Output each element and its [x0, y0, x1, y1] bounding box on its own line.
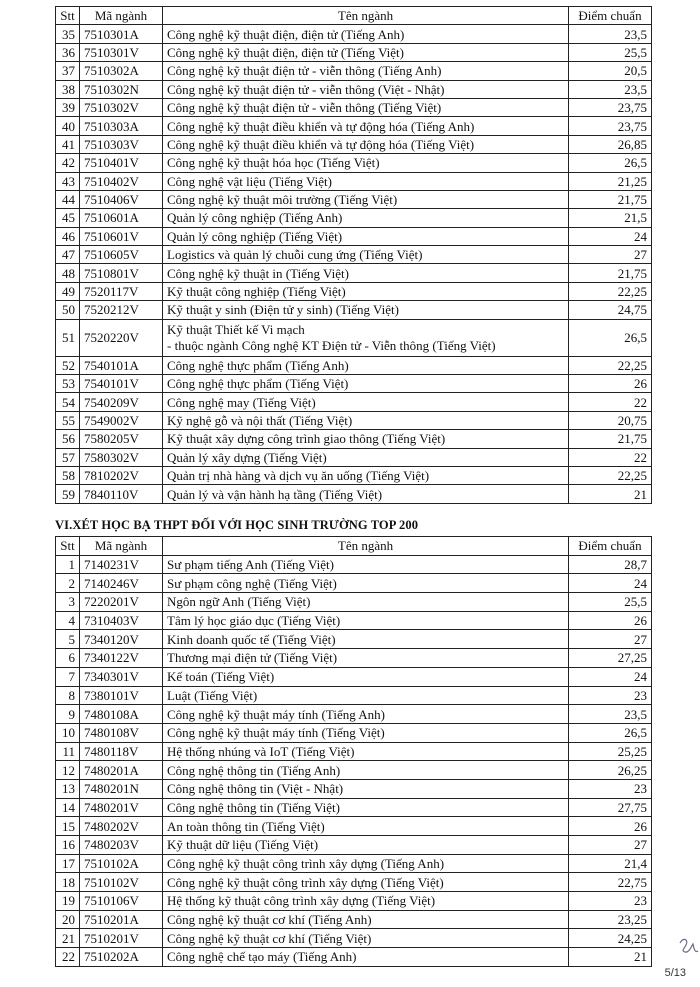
- row-score: 23,5: [569, 705, 652, 724]
- row-code: 7140246V: [80, 574, 163, 593]
- row-score: 26,25: [569, 761, 652, 780]
- row-name: Kỹ thuật dữ liệu (Tiếng Việt): [163, 836, 569, 855]
- row-name: Công nghệ thông tin (Tiếng Việt): [163, 798, 569, 817]
- row-score: 26: [569, 817, 652, 836]
- row-score: 21,75: [569, 190, 652, 208]
- row-score: 23: [569, 686, 652, 705]
- row-code: 7520212V: [80, 301, 163, 319]
- row-code: 7480118V: [80, 742, 163, 761]
- row-score: 23: [569, 779, 652, 798]
- row-stt: 3: [56, 593, 80, 612]
- table-row: [56, 319, 652, 356]
- row-score: 24,75: [569, 301, 652, 319]
- table-row: [56, 80, 652, 98]
- row-name: Công nghệ may (Tiếng Việt): [163, 393, 569, 411]
- row-score: 24: [569, 227, 652, 245]
- row-name: Logistics và quản lý chuỗi cung ứng (Tiếng Việt): [163, 246, 569, 264]
- row-code: 7510303A: [80, 117, 163, 135]
- table-row: [56, 356, 652, 374]
- row-stt: 17: [56, 854, 80, 873]
- page-number: 5/13: [664, 967, 686, 979]
- row-score: 21,4: [569, 854, 652, 873]
- table-row: [56, 466, 652, 484]
- row-stt: 19: [56, 892, 80, 911]
- row-code: 7510106V: [80, 892, 163, 911]
- row-code: 7540101A: [80, 356, 163, 374]
- header-score: Điểm chuẩn: [569, 7, 652, 25]
- table-row: [56, 264, 652, 282]
- row-name: Công nghệ kỹ thuật công trình xây dựng (Tiếng Anh): [163, 854, 569, 873]
- row-name: Công nghệ kỹ thuật điện tử - viễn thông (Tiếng Việt): [163, 98, 569, 116]
- row-score: 22,25: [569, 466, 652, 484]
- row-stt: 58: [56, 466, 80, 484]
- row-code: 7510601A: [80, 209, 163, 227]
- table-row: [56, 227, 652, 245]
- row-name: Công nghệ kỹ thuật điện tử - viễn thông (Tiếng Anh): [163, 62, 569, 80]
- admission-table-top: [55, 6, 652, 504]
- row-code: 7480201V: [80, 798, 163, 817]
- row-name: Kinh doanh quốc tế (Tiếng Việt): [163, 630, 569, 649]
- row-stt: 39: [56, 98, 80, 116]
- row-score: 21,75: [569, 430, 652, 448]
- table-row: [56, 686, 652, 705]
- row-code: 7510202A: [80, 948, 163, 967]
- row-code: 7520220V: [80, 319, 163, 356]
- row-name: Công nghệ kỹ thuật điện, điện tử (Tiếng Việt): [163, 43, 569, 61]
- table-row: [56, 117, 652, 135]
- row-score: 27: [569, 246, 652, 264]
- row-code: 7510401V: [80, 154, 163, 172]
- table-row: [56, 411, 652, 429]
- row-name: An toàn thông tin (Tiếng Việt): [163, 817, 569, 836]
- table-row: [56, 873, 652, 892]
- row-name: Quản lý và vận hành hạ tầng (Tiếng Việt): [163, 485, 569, 503]
- row-code: 7480201A: [80, 761, 163, 780]
- row-name: Công nghệ kỹ thuật điện, điện tử (Tiếng Anh): [163, 25, 569, 43]
- row-name-line2: - thuộc ngành Công nghệ KT Điện tử - Viễn thông (Tiếng Việt): [167, 338, 496, 354]
- row-name: Hệ thống nhúng và IoT (Tiếng Việt): [163, 742, 569, 761]
- row-stt: 56: [56, 430, 80, 448]
- row-code: 7510601V: [80, 227, 163, 245]
- row-stt: 21: [56, 929, 80, 948]
- row-score: 21,5: [569, 209, 652, 227]
- row-score: 21: [569, 948, 652, 967]
- row-name: Hệ thống kỹ thuật công trình xây dựng (Tiếng Việt): [163, 892, 569, 911]
- table-row: [56, 246, 652, 264]
- table-row: [56, 135, 652, 153]
- row-name: Quản lý công nghiệp (Tiếng Anh): [163, 209, 569, 227]
- row-score: 20,5: [569, 62, 652, 80]
- row-score: 21,75: [569, 264, 652, 282]
- row-score: 23,5: [569, 80, 652, 98]
- row-stt: 47: [56, 246, 80, 264]
- row-code: 7540209V: [80, 393, 163, 411]
- handwritten-initials: [677, 935, 699, 959]
- table-row: [56, 301, 652, 319]
- row-code: 7480108A: [80, 705, 163, 724]
- row-code: 7510302N: [80, 80, 163, 98]
- row-code: 7340301V: [80, 667, 163, 686]
- row-code: 7520117V: [80, 282, 163, 300]
- table-row: [56, 892, 652, 911]
- row-code: 7510801V: [80, 264, 163, 282]
- header-code: Mã ngành: [80, 7, 163, 25]
- row-score: 26,5: [569, 723, 652, 742]
- row-score: 23,75: [569, 117, 652, 135]
- table-row: [56, 375, 652, 393]
- row-code: 7480201N: [80, 779, 163, 798]
- table-row: [56, 723, 652, 742]
- row-score: 25,25: [569, 742, 652, 761]
- header-score: Điểm chuẩn: [569, 537, 652, 556]
- row-stt: 8: [56, 686, 80, 705]
- row-code: 7480202V: [80, 817, 163, 836]
- header-name: Tên ngành: [163, 537, 569, 556]
- row-name: Công nghệ kỹ thuật cơ khí (Tiếng Anh): [163, 910, 569, 929]
- table-row: [56, 929, 652, 948]
- row-name: Công nghệ chế tạo máy (Tiếng Anh): [163, 948, 569, 967]
- row-name: Công nghệ thực phẩm (Tiếng Anh): [163, 356, 569, 374]
- row-code: 7510201A: [80, 910, 163, 929]
- table-row: [56, 779, 652, 798]
- table-row: [56, 742, 652, 761]
- table-row: [56, 667, 652, 686]
- table-row: [56, 836, 652, 855]
- row-stt: 42: [56, 154, 80, 172]
- table-row: [56, 190, 652, 208]
- row-code: 7510406V: [80, 190, 163, 208]
- header-stt: Stt: [56, 537, 80, 556]
- row-stt: 20: [56, 910, 80, 929]
- row-score: 23: [569, 892, 652, 911]
- row-stt: 16: [56, 836, 80, 855]
- table-row: [56, 910, 652, 929]
- row-score: 22,25: [569, 356, 652, 374]
- row-code: 7480108V: [80, 723, 163, 742]
- row-name: Công nghệ kỹ thuật công trình xây dựng (Tiếng Việt): [163, 873, 569, 892]
- row-name: Kỹ thuật y sinh (Điện tử y sinh) (Tiếng Việt): [163, 301, 569, 319]
- row-score: 25,5: [569, 43, 652, 61]
- table-row: [56, 948, 652, 967]
- row-name: Kỹ thuật công nghiệp (Tiếng Việt): [163, 282, 569, 300]
- row-score: 23,75: [569, 98, 652, 116]
- row-code: 7510302V: [80, 98, 163, 116]
- row-code: 7510301V: [80, 43, 163, 61]
- row-name: Thương mại điện tử (Tiếng Việt): [163, 649, 569, 668]
- row-stt: 1: [56, 555, 80, 574]
- row-stt: 35: [56, 25, 80, 43]
- row-stt: 10: [56, 723, 80, 742]
- row-score: 26: [569, 611, 652, 630]
- table-row: [56, 98, 652, 116]
- row-code: 7340122V: [80, 649, 163, 668]
- row-stt: 9: [56, 705, 80, 724]
- row-name: [163, 319, 569, 356]
- row-name: Quản trị nhà hàng và dịch vụ ăn uống (Tiếng Việt): [163, 466, 569, 484]
- table-row: [56, 630, 652, 649]
- row-stt: 38: [56, 80, 80, 98]
- table-row: [56, 209, 652, 227]
- row-stt: 7: [56, 667, 80, 686]
- row-code: 7310403V: [80, 611, 163, 630]
- table-row: [56, 62, 652, 80]
- row-name: Công nghệ kỹ thuật điều khiển và tự động hóa (Tiếng Anh): [163, 117, 569, 135]
- row-stt: 5: [56, 630, 80, 649]
- row-stt: 4: [56, 611, 80, 630]
- row-stt: 46: [56, 227, 80, 245]
- row-code: 7220201V: [80, 593, 163, 612]
- row-code: 7510402V: [80, 172, 163, 190]
- row-stt: 13: [56, 779, 80, 798]
- header-code: Mã ngành: [80, 537, 163, 556]
- row-code: 7140231V: [80, 555, 163, 574]
- row-score: 22,75: [569, 873, 652, 892]
- row-score: 24: [569, 667, 652, 686]
- row-code: 7810202V: [80, 466, 163, 484]
- row-name: Công nghệ vật liệu (Tiếng Việt): [163, 172, 569, 190]
- row-stt: 22: [56, 948, 80, 967]
- row-code: 7510201V: [80, 929, 163, 948]
- table-row: [56, 649, 652, 668]
- row-score: 21,25: [569, 172, 652, 190]
- row-stt: 59: [56, 485, 80, 503]
- row-stt: 14: [56, 798, 80, 817]
- row-code: 7510605V: [80, 246, 163, 264]
- row-name-line1: Kỹ thuật Thiết kế Vi mạch: [167, 322, 305, 338]
- row-stt: 57: [56, 448, 80, 466]
- row-score: 28,7: [569, 555, 652, 574]
- row-stt: 18: [56, 873, 80, 892]
- row-stt: 51: [56, 319, 80, 356]
- row-score: 23,25: [569, 910, 652, 929]
- table-header-row: [56, 537, 652, 556]
- row-code: 7580302V: [80, 448, 163, 466]
- row-stt: 40: [56, 117, 80, 135]
- header-name: Tên ngành: [163, 7, 569, 25]
- row-code: 7540101V: [80, 375, 163, 393]
- row-stt: 41: [56, 135, 80, 153]
- row-stt: 6: [56, 649, 80, 668]
- row-name: Công nghệ kỹ thuật máy tính (Tiếng Anh): [163, 705, 569, 724]
- row-score: 23,5: [569, 25, 652, 43]
- table-row: [56, 761, 652, 780]
- row-stt: 36: [56, 43, 80, 61]
- row-stt: 12: [56, 761, 80, 780]
- row-name: Công nghệ thông tin (Tiếng Anh): [163, 761, 569, 780]
- table-row: [56, 574, 652, 593]
- row-name: Kế toán (Tiếng Việt): [163, 667, 569, 686]
- table-row: [56, 448, 652, 466]
- table-row: [56, 705, 652, 724]
- section-title: VI.XÉT HỌC BẠ THPT ĐỐI VỚI HỌC SINH TRƯỜNG TOP 200: [55, 518, 419, 532]
- table-row: [56, 25, 652, 43]
- row-stt: 11: [56, 742, 80, 761]
- row-code: 7510303V: [80, 135, 163, 153]
- row-name: Công nghệ kỹ thuật cơ khí (Tiếng Việt): [163, 929, 569, 948]
- row-name: Kỹ thuật xây dựng công trình giao thông (Tiếng Việt): [163, 430, 569, 448]
- table-row: [56, 393, 652, 411]
- table-row: [56, 798, 652, 817]
- row-code: 7840110V: [80, 485, 163, 503]
- row-score: 27,25: [569, 649, 652, 668]
- row-name: Kỹ nghệ gỗ và nội thất (Tiếng Việt): [163, 411, 569, 429]
- row-name: Công nghệ kỹ thuật máy tính (Tiếng Việt): [163, 723, 569, 742]
- row-stt: 55: [56, 411, 80, 429]
- row-score: 27,75: [569, 798, 652, 817]
- row-name: Công nghệ kỹ thuật hóa học (Tiếng Việt): [163, 154, 569, 172]
- row-stt: 37: [56, 62, 80, 80]
- row-stt: 2: [56, 574, 80, 593]
- row-name: Công nghệ thông tin (Việt - Nhật): [163, 779, 569, 798]
- row-score: 22: [569, 393, 652, 411]
- row-stt: 52: [56, 356, 80, 374]
- row-score: 27: [569, 630, 652, 649]
- row-name: Công nghệ kỹ thuật điện tử - viễn thông (Việt - Nhật): [163, 80, 569, 98]
- row-score: 24: [569, 574, 652, 593]
- row-name: Công nghệ kỹ thuật điều khiển và tự động hóa (Tiếng Việt): [163, 135, 569, 153]
- table-header-row: [56, 7, 652, 25]
- row-score: 22: [569, 448, 652, 466]
- table-row: [56, 485, 652, 503]
- table-row: [56, 43, 652, 61]
- row-score: 24,25: [569, 929, 652, 948]
- table-row: [56, 854, 652, 873]
- row-code: 7480203V: [80, 836, 163, 855]
- row-stt: 43: [56, 172, 80, 190]
- row-code: 7580205V: [80, 430, 163, 448]
- row-name: Sư phạm công nghệ (Tiếng Việt): [163, 574, 569, 593]
- row-name: Ngôn ngữ Anh (Tiếng Việt): [163, 593, 569, 612]
- row-name: Luật (Tiếng Việt): [163, 686, 569, 705]
- row-stt: 49: [56, 282, 80, 300]
- row-score: 22,25: [569, 282, 652, 300]
- table-row: [56, 282, 652, 300]
- row-name: Quản lý công nghiệp (Tiếng Việt): [163, 227, 569, 245]
- table-row: [56, 817, 652, 836]
- row-name: Công nghệ kỹ thuật in (Tiếng Việt): [163, 264, 569, 282]
- row-stt: 45: [56, 209, 80, 227]
- table-row: [56, 154, 652, 172]
- row-stt: 48: [56, 264, 80, 282]
- table-row: [56, 555, 652, 574]
- row-score: 25,5: [569, 593, 652, 612]
- row-score: 21: [569, 485, 652, 503]
- table-row: [56, 172, 652, 190]
- table-row: [56, 430, 652, 448]
- row-name: Công nghệ kỹ thuật môi trường (Tiếng Việt): [163, 190, 569, 208]
- row-name: Sư phạm tiếng Anh (Tiếng Việt): [163, 555, 569, 574]
- table-row: [56, 611, 652, 630]
- row-code: 7510301A: [80, 25, 163, 43]
- row-score: 20,75: [569, 411, 652, 429]
- row-stt: 44: [56, 190, 80, 208]
- row-stt: 15: [56, 817, 80, 836]
- row-score: 26,85: [569, 135, 652, 153]
- admission-table-top200: [55, 536, 652, 967]
- header-stt: Stt: [56, 7, 80, 25]
- row-name: Tâm lý học giáo dục (Tiếng Việt): [163, 611, 569, 630]
- row-stt: 53: [56, 375, 80, 393]
- row-score: 26: [569, 375, 652, 393]
- row-code: 7510102V: [80, 873, 163, 892]
- row-name: Công nghệ thực phẩm (Tiếng Việt): [163, 375, 569, 393]
- row-name: Quản lý xây dựng (Tiếng Việt): [163, 448, 569, 466]
- row-score: 27: [569, 836, 652, 855]
- row-stt: 50: [56, 301, 80, 319]
- table-row: [56, 593, 652, 612]
- row-code: 7510102A: [80, 854, 163, 873]
- row-stt: 54: [56, 393, 80, 411]
- row-code: 7340120V: [80, 630, 163, 649]
- row-code: 7510302A: [80, 62, 163, 80]
- row-score: 26,5: [569, 154, 652, 172]
- row-code: 7380101V: [80, 686, 163, 705]
- row-score: 26,5: [569, 319, 652, 356]
- row-code: 7549002V: [80, 411, 163, 429]
